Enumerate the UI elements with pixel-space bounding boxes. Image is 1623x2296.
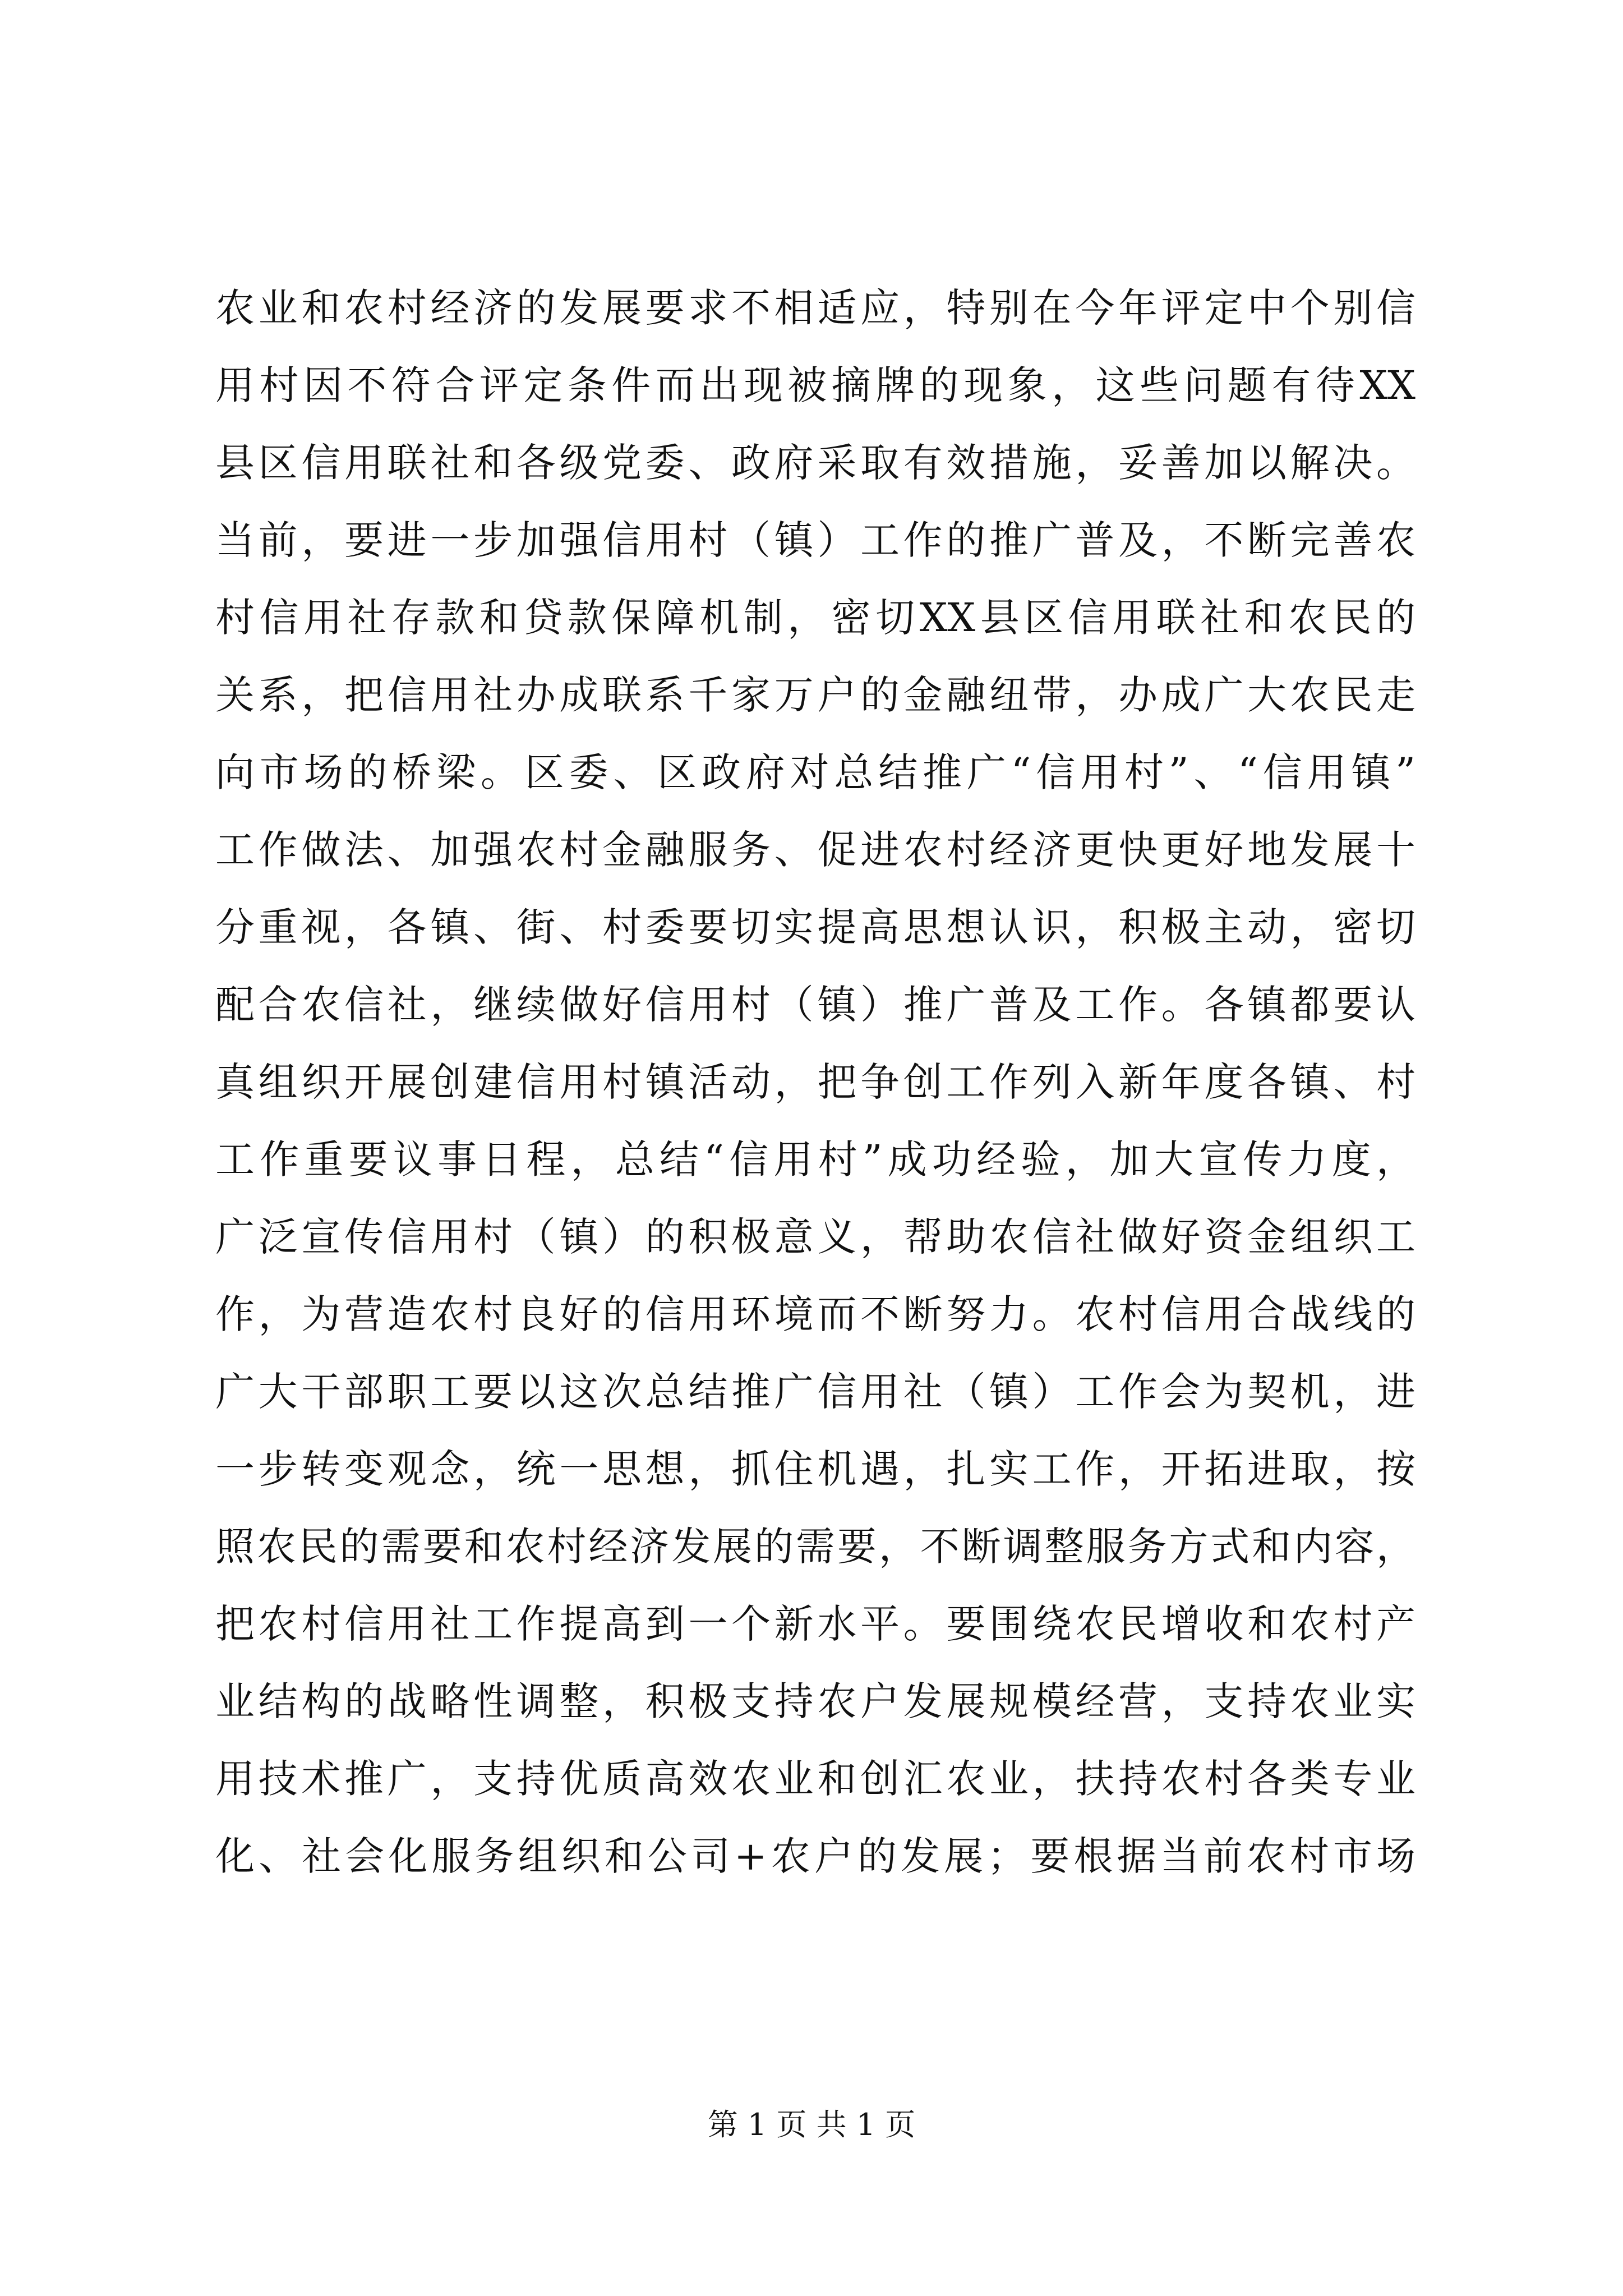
text-line: 真组织开展创建信用村镇活动，把争创工作列入新年度各镇、村 (215, 1059, 1415, 1105)
text-line: 用技术推广，支持优质高效农业和创汇农业，扶持农村各类专业 (215, 1756, 1415, 1802)
text-line: 广大干部职工要以这次总结推广信用社（镇）工作会为契机，进 (215, 1369, 1415, 1415)
text-line: 工作重要议事日程，总结“信用村”成功经验，加大宣传力度， (215, 1137, 1415, 1182)
text-line: 用村因不符合评定条件而出现被摘牌的现象，这些问题有待XX (215, 362, 1415, 408)
text-line: 向市场的桥梁。区委、区政府对总结推广“信用村”、“信用镇” (215, 749, 1415, 795)
page-footer: 第 1 页 共 1 页 (707, 2107, 916, 2142)
text-line: 配合农信社，继续做好信用村（镇）推广普及工作。各镇都要认 (215, 982, 1415, 1028)
body-paragraph (215, 269, 1415, 1895)
text-line: 村信用社存款和贷款保障机制，密切XX县区信用联社和农民的 (215, 595, 1415, 641)
text-line: 广泛宣传信用村（镇）的积极意义，帮助农信社做好资金组织工 (215, 1214, 1415, 1260)
text-line: 当前，要进一步加强信用村（镇）工作的推广普及，不断完善农 (215, 517, 1415, 563)
text-line: 化、社会化服务组织和公司+农户的发展；要根据当前农村市场 (215, 1833, 1415, 1879)
text-line: 关系，把信用社办成联系千家万户的金融纽带，办成广大农民走 (215, 672, 1415, 718)
text-line: 一步转变观念，统一思想，抓住机遇，扎实工作，开拓进取，按 (215, 1446, 1415, 1492)
text-line: 农业和农村经济的发展要求不相适应，特别在今年评定中个别信 (215, 285, 1415, 331)
text-line: 把农村信用社工作提高到一个新水平。要围绕农民增收和农村产 (215, 1601, 1415, 1647)
text-line: 业结构的战略性调整，积极支持农户发展规模经营，支持农业实 (215, 1678, 1415, 1724)
text-line: 县区信用联社和各级党委、政府采取有效措施，妥善加以解决。 (215, 440, 1415, 486)
text-line: 照农民的需要和农村经济发展的需要，不断调整服务方式和内容， (215, 1524, 1415, 1570)
text-line: 工作做法、加强农村金融服务、促进农村经济更快更好地发展十 (215, 827, 1415, 873)
text-line: 分重视，各镇、街、村委要切实提高思想认识，积极主动，密切 (215, 904, 1415, 950)
text-line: 作，为营造农村良好的信用环境而不断努力。农村信用合战线的 (215, 1291, 1415, 1337)
